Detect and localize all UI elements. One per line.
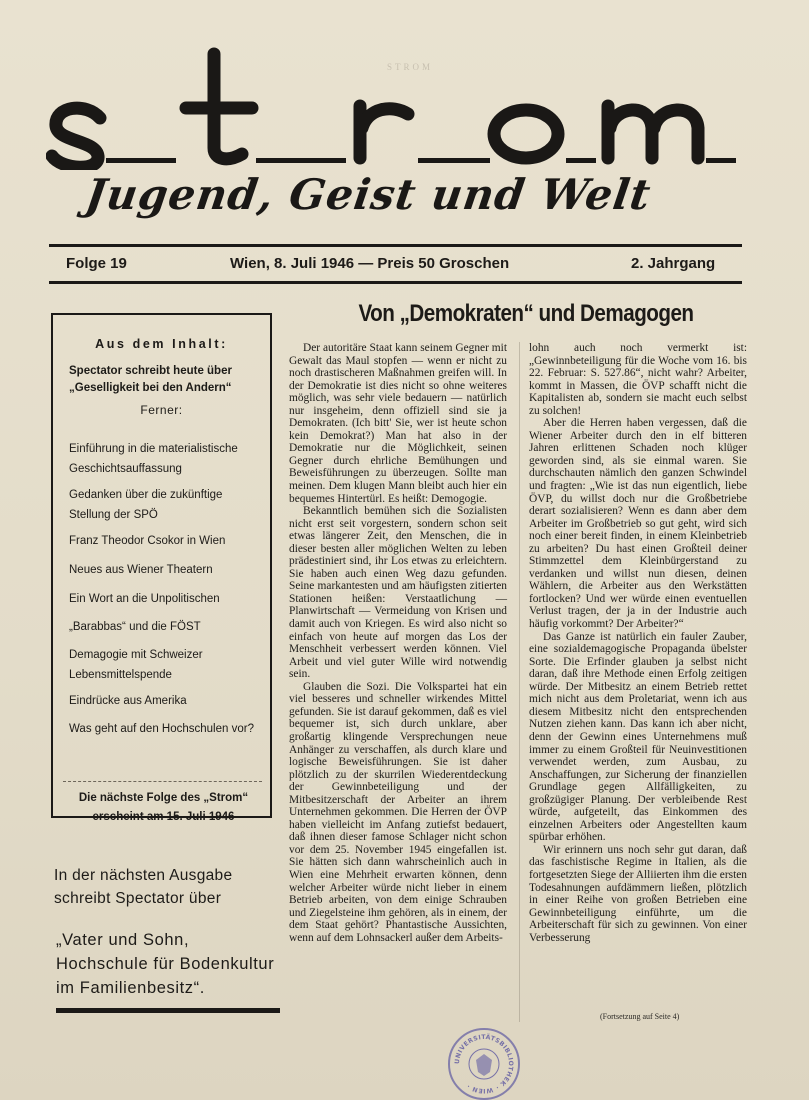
bleed-through-header: STROM (386, 62, 433, 72)
article-paragraph: Wir erinnern uns noch sehr gut daran, daß das faschistische Regime in Italien, als die fortgesetzten Siege der Alliierten ihm die ersten Todesahnungen aufdämmern ließen, plötzlich in einer Reihe von großen Betrieben eine Gewinnbeteiligung einführte, um die Arbeiterschaft für sich zu gewinnen. Von einer Verbesserung (529, 843, 747, 944)
contents-item: Gedanken über die zukünftige Stellung der SPÖ (69, 489, 223, 521)
masthead-subtitle: Jugend, Geist und Welt (82, 170, 655, 219)
contents-item: Ein Wort an die Unpolitischen (69, 593, 220, 605)
article-column-1 (289, 342, 507, 1027)
contents-item: Einführung in die materialistische Geschichtsauffassung (69, 443, 238, 475)
contents-feature: Spectator schreibt heute über „Geselligkeit bei den Andern“ (69, 365, 232, 394)
library-stamp-seal (450, 1030, 518, 1098)
contents-item: Neues aus Wiener Theatern (69, 564, 213, 576)
promo-quote: „Vater und Sohn, Hochschule für Bodenkultur im Familienbesitz“. (56, 931, 275, 997)
article-paragraph: Das Ganze ist natürlich ein fauler Zauber, eine sozialdemagogische Propaganda übelster Sorte. Die Erfinder glauben ja selbst nicht daran, daß ihre Methode einen Erfolg zeitigen würde. Der Mitbesitz an einem Betrieb rettet mich nicht aus dem Proletariat, wenn ich aus diesem Mitbesitz nicht den entsprechenden Nutzen ziehen kann. Das kann ich aber nicht, denn der Gewinn eines Unternehmens muß immer zu einem Großteil für Neuinvestitionen verwendet werden, zum Ausbau, zu Anschaffungen, zur Sicherung der finanziellen Grundlage gegen Allfälligkeiten, zu großzügiger Planung. Der verbleibende Rest würde, aufgeteilt, das Einkommen des einzelnen Arbeiters oder Angestellten kaum spürbar erhöhen. (529, 630, 747, 844)
masthead-logo (46, 30, 746, 170)
contents-divider (63, 781, 262, 783)
next-issue-promo (54, 864, 279, 997)
contents-item: „Barabbas“ und die FÖST (69, 621, 201, 633)
volume-number: 2. Jahrgang (631, 255, 716, 272)
article-column-2 (529, 342, 747, 1014)
svg-text:UNIVERSITÄTSBIBLIOTHEK · WIEN: UNIVERSITÄTSBIBLIOTHEK · WIEN · (453, 1033, 515, 1095)
contents-item: Was geht auf den Hochschulen vor? (69, 723, 254, 735)
article-paragraph: lohn auch noch vermerkt ist: „Gewinnbeteiligung für die Woche vom 16. bis 22. Februar: S. 527.86“, nicht wahr? Arbeiter, kommt in Massen, die ÖVP schafft nicht die Kapitalisten ab, sondern sie macht euch selbst zu solchen! (529, 342, 747, 417)
masthead-rule-bottom (49, 281, 742, 284)
column-separator (519, 342, 520, 1022)
next-issue-note: Die nächste Folge des „Strom“ erscheint am 15. Juli 1946 (78, 792, 249, 823)
issue-number: Folge 19 (66, 255, 127, 272)
table-of-contents-box (51, 313, 272, 823)
issue-date-price: Wien, 8. Juli 1946 — Preis 50 Groschen (230, 255, 510, 272)
contents-item: Eindrücke aus Amerika (69, 695, 187, 707)
contents-item: Demagogie mit Schweizer Lebensmittelspende (69, 649, 203, 681)
article-paragraph: Aber die Herren haben vergessen, daß die Wiener Arbeiter durch den in elf bitteren Jahren erlittenen Schaden noch klüger geworden sind, als sie einmal waren. Sie durchschauten nämlich den ganzen Schwindel und fragten: „Wie ist das nun eigentlich, liebe ÖVP, du willst doch nur die Großbetriebe derart sozialisieren? Wenn es dann aber dem Arbeiter im Großbetrieb so gut geht, wird sich noch einer bereit finden, in einem Kleinbetrieb zu arbeiten? Du hast einen Großteil deiner Stimmzettel dem Kleinbürgerstand zu verdanken und willst nun diesen, deinen Wählern, die Arbeiter aus den Werkstätten fortlocken? Und wer würde einen eventuellen Verlust tragen, der ja in der Industrie auch häufig vorkommt? Der Arbeiter?“ (529, 417, 747, 631)
continued-note: (Fortsetzung auf Seite 4) (600, 1012, 680, 1021)
promo-intro: In der nächsten Ausgabe schreibt Spectator über (54, 867, 233, 907)
article-paragraph: Glauben die Sozi. Die Volkspartei hat ein viel besseres und schneller wirkendes Mittel gefunden. Sie ist darauf gekommen, daß es viel bequemer ist, sich durch unklare, aber großartig klingende Versprechungen neue Anhänger zu verschaffen, als durch klare und logische Beweisführungen. Sie ist daher plötzlich zu der skurrilen Wiederentdeckung der Gewinnbeteiligung und der Mitbesitzerschaft der Arbeiter an ihrem Unternehmen gekommen. Die Herren der ÖVP haben vielleicht im Anfang zutiefst bedauert, daß ihnen dieser famose Schlager nicht schon vor dem 25. November 1945 eingefallen ist. Sie hätten sich dann wahrscheinlich auch in Wien eine Mehrheit erwarten können, denn welcher Arbeiter würde nicht lieber in einem Betrieb arbeiten, von dem einige Schrauben und Ziegelsteine ihm gehören, als in einem, der dem Staat gehört? Phantastische Aussichten, wenn auf dem Lohnsackerl außer dem Arbeits- (289, 680, 507, 944)
issue-info-bar (66, 253, 730, 277)
contents-ferner-label: Ferner: (140, 403, 183, 417)
article-headline: Von „Demokraten“ und Demagogen (358, 300, 694, 327)
library-stamp (448, 1028, 520, 1100)
article-paragraph: Bekanntlich bemühen sich die Sozialisten nicht erst seit vorgestern, sondern schon seit etwas längerer Zeit, den Menschen, die in dieser besten aller möglichen Welten zu leben prädestiniert sind, ihr Los etwas zu erleichtern. Sie haben auch einen Weg dazu gefunden. Seine markantesten und am häufigsten zitierten Stationen heißen: Verstaatlichung — Planwirtschaft — Vermeidung von Krisen und damit auch von Kriegen. Es wird also nicht so einfach von heute auf morgen das Los der Menschheit verbessert werden können. Viel Arbeit und viel guter Wille wird notwendig sein. (289, 505, 507, 681)
contents-item: Franz Theodor Csokor in Wien (69, 535, 226, 547)
article-paragraph: Der autoritäre Staat kann seinem Gegner mit Gewalt das Maul stopfen — wenn er nicht zu noch drastischeren Maßnahmen greifen will. In der Demokratie ist dies nicht so ohne weiteres möglich, was sehr viele bedauern — natürlich nur insgeheim, denn offiziell sind sie ja Demokraten. (Ich bitt' Sie, wer ist heute schon kein Demokrat?) Man hat also in der Demokratie nur die Möglichkeit, seinen Gegner durch ehrliche Bemühungen und Beweisführungen zu überzeugen. Sollte man meinen. Dem klugen Mann bleibt auch hier ein bequemes Hintertürl. Es heißt: Demogogie. (289, 342, 507, 505)
promo-rule (56, 1008, 280, 1013)
masthead-rule-top (49, 244, 742, 247)
strom-logo-graphic (46, 30, 746, 170)
contents-heading: Aus dem Inhalt: (95, 337, 228, 351)
